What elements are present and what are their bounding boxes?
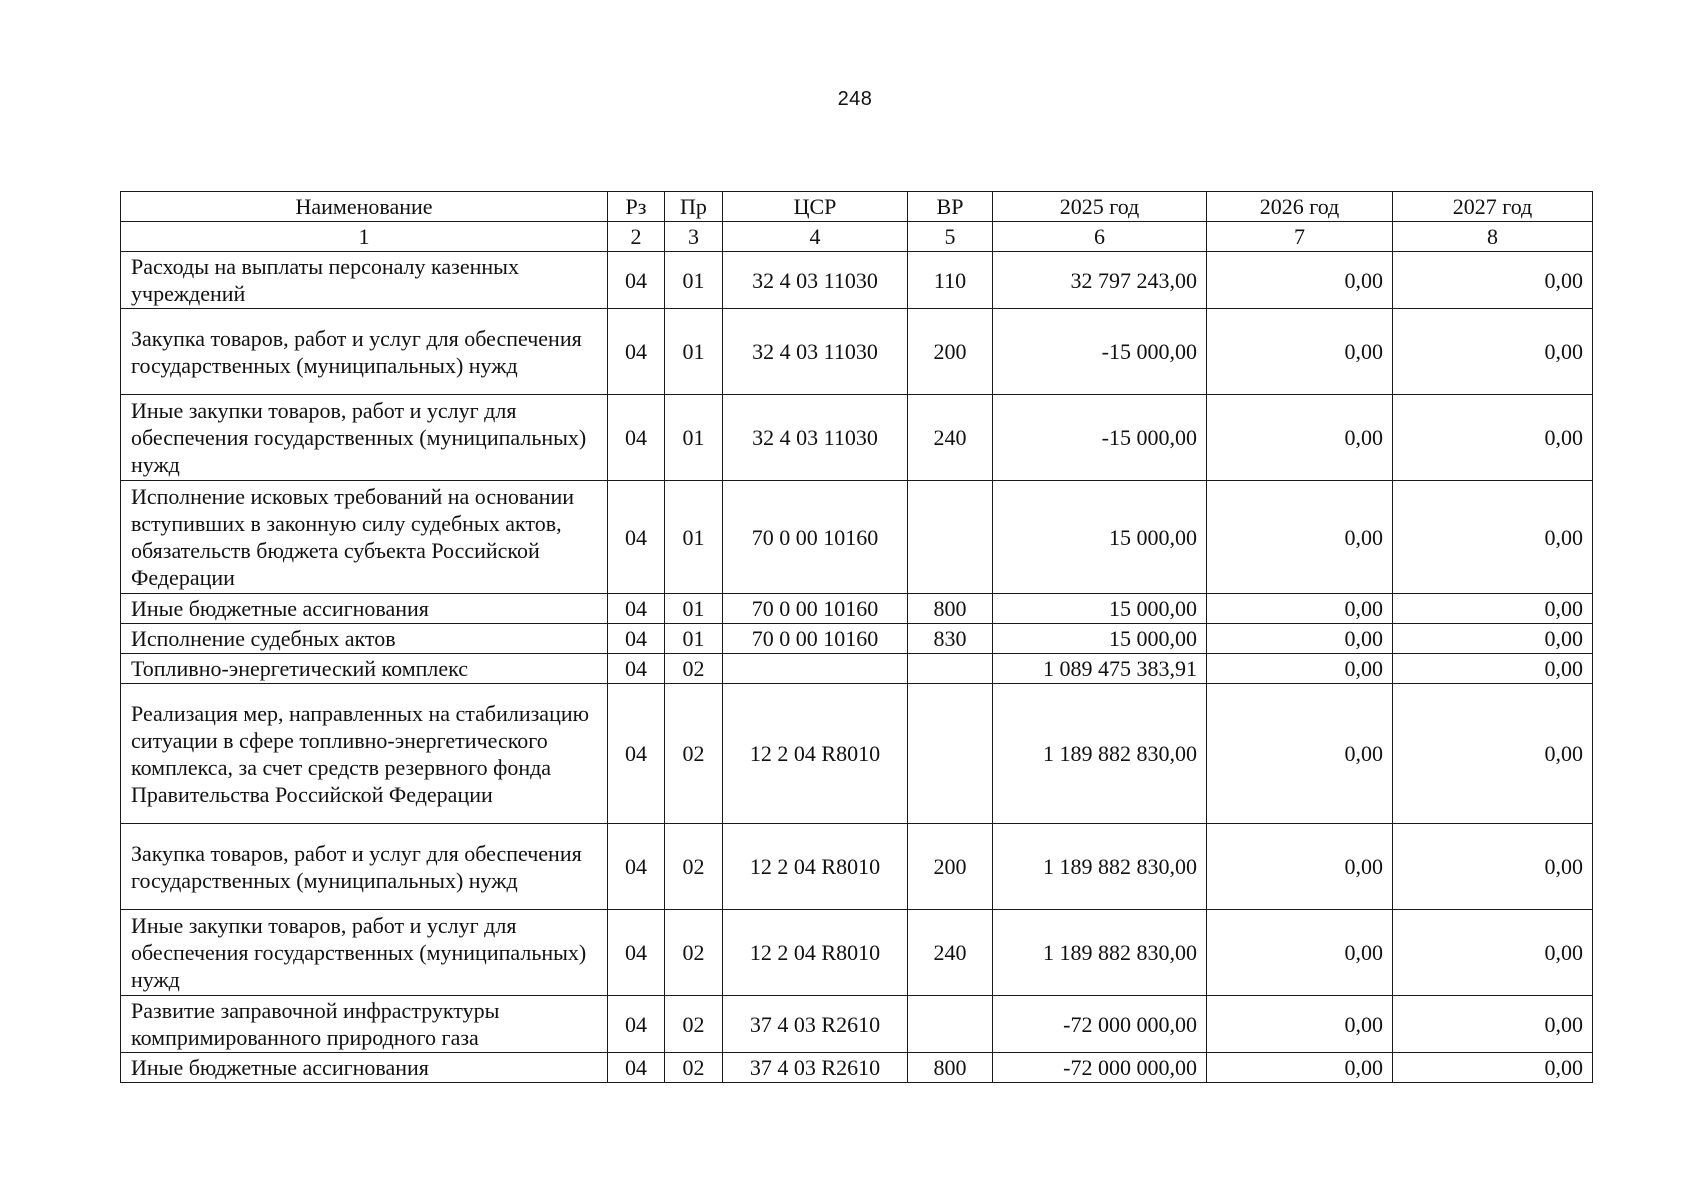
row-vr: 240 (908, 910, 993, 996)
column-number-row (121, 222, 1593, 252)
row-rz: 04 (608, 910, 665, 996)
row-amount-2025: 1 089 475 383,91 (993, 654, 1207, 684)
header-row (121, 192, 1593, 222)
row-rz: 04 (608, 684, 665, 824)
table-row (121, 481, 1593, 594)
row-vr (908, 481, 993, 594)
row-amount-2026: 0,00 (1207, 824, 1393, 910)
row-pr: 02 (665, 684, 723, 824)
row-name: Топливно-энергетический комплекс (121, 654, 608, 684)
row-pr: 02 (665, 1053, 723, 1083)
column-number: 2 (608, 222, 665, 252)
row-pr: 01 (665, 252, 723, 309)
row-amount-2026: 0,00 (1207, 910, 1393, 996)
row-amount-2026: 0,00 (1207, 996, 1393, 1053)
row-name: Исполнение исковых требований на основании вступивших в законную силу судебных актов, обязательств бюджета субъекта Российской Федерации (121, 481, 608, 594)
row-amount-2026: 0,00 (1207, 594, 1393, 624)
table-row (121, 684, 1593, 824)
row-amount-2025: 1 189 882 830,00 (993, 824, 1207, 910)
row-amount-2027: 0,00 (1393, 395, 1593, 481)
row-amount-2027: 0,00 (1393, 910, 1593, 996)
table-header (121, 192, 1593, 252)
row-amount-2025: 15 000,00 (993, 624, 1207, 654)
column-number: 5 (908, 222, 993, 252)
row-csr: 70 0 00 10160 (723, 594, 908, 624)
row-amount-2025: 15 000,00 (993, 594, 1207, 624)
column-number: 6 (993, 222, 1207, 252)
row-rz: 04 (608, 481, 665, 594)
table-row (121, 654, 1593, 684)
row-rz: 04 (608, 654, 665, 684)
row-amount-2025: 1 189 882 830,00 (993, 684, 1207, 824)
table-row (121, 594, 1593, 624)
row-vr: 110 (908, 252, 993, 309)
row-rz: 04 (608, 252, 665, 309)
header-2027: 2027 год (1393, 192, 1593, 222)
row-rz: 04 (608, 1053, 665, 1083)
header-2025: 2025 год (993, 192, 1207, 222)
row-amount-2027: 0,00 (1393, 1053, 1593, 1083)
row-rz: 04 (608, 309, 665, 395)
row-amount-2026: 0,00 (1207, 481, 1393, 594)
header-csr: ЦСР (723, 192, 908, 222)
table-row (121, 910, 1593, 996)
row-name: Иные бюджетные ассигнования (121, 594, 608, 624)
row-vr: 200 (908, 824, 993, 910)
row-pr: 01 (665, 594, 723, 624)
row-csr: 70 0 00 10160 (723, 624, 908, 654)
row-pr: 02 (665, 654, 723, 684)
row-amount-2025: 15 000,00 (993, 481, 1207, 594)
row-rz: 04 (608, 594, 665, 624)
row-pr: 01 (665, 309, 723, 395)
row-rz: 04 (608, 824, 665, 910)
row-pr: 02 (665, 824, 723, 910)
row-csr: 32 4 03 11030 (723, 252, 908, 309)
row-vr: 800 (908, 1053, 993, 1083)
row-amount-2027: 0,00 (1393, 481, 1593, 594)
row-rz: 04 (608, 996, 665, 1053)
row-name: Иные закупки товаров, работ и услуг для обеспечения государственных (муниципальных) нужд (121, 910, 608, 996)
row-name: Расходы на выплаты персоналу казенных учреждений (121, 252, 608, 309)
row-vr: 800 (908, 594, 993, 624)
table-row (121, 395, 1593, 481)
row-amount-2025: -15 000,00 (993, 395, 1207, 481)
row-csr: 12 2 04 R8010 (723, 910, 908, 996)
table-body (121, 252, 1593, 1083)
row-pr: 01 (665, 395, 723, 481)
row-pr: 01 (665, 624, 723, 654)
row-amount-2026: 0,00 (1207, 684, 1393, 824)
row-csr: 12 2 04 R8010 (723, 824, 908, 910)
row-pr: 02 (665, 910, 723, 996)
row-amount-2026: 0,00 (1207, 309, 1393, 395)
table-row (121, 624, 1593, 654)
row-name: Иные бюджетные ассигнования (121, 1053, 608, 1083)
row-amount-2027: 0,00 (1393, 824, 1593, 910)
row-pr: 02 (665, 996, 723, 1053)
row-name: Закупка товаров, работ и услуг для обеспечения государственных (муниципальных) нужд (121, 309, 608, 395)
row-vr (908, 684, 993, 824)
column-number: 4 (723, 222, 908, 252)
row-pr: 01 (665, 481, 723, 594)
row-amount-2025: 1 189 882 830,00 (993, 910, 1207, 996)
table-row (121, 309, 1593, 395)
header-name: Наименование (121, 192, 608, 222)
row-amount-2027: 0,00 (1393, 996, 1593, 1053)
row-amount-2026: 0,00 (1207, 252, 1393, 309)
header-pr: Пр (665, 192, 723, 222)
row-amount-2027: 0,00 (1393, 624, 1593, 654)
row-csr (723, 654, 908, 684)
table-row (121, 252, 1593, 309)
table-row (121, 996, 1593, 1053)
row-name: Развитие заправочной инфраструктуры компримированного природного газа (121, 996, 608, 1053)
column-number: 1 (121, 222, 608, 252)
row-amount-2027: 0,00 (1393, 594, 1593, 624)
column-number: 3 (665, 222, 723, 252)
row-vr (908, 996, 993, 1053)
row-vr: 830 (908, 624, 993, 654)
row-csr: 37 4 03 R2610 (723, 996, 908, 1053)
row-amount-2027: 0,00 (1393, 654, 1593, 684)
row-csr: 37 4 03 R2610 (723, 1053, 908, 1083)
row-name: Реализация мер, направленных на стабилизацию ситуации в сфере топливно-энергетического комплекса, за счет средств резервного фонда Правительства Российской Федерации (121, 684, 608, 824)
header-2026: 2026 год (1207, 192, 1393, 222)
column-number: 8 (1393, 222, 1593, 252)
row-amount-2026: 0,00 (1207, 1053, 1393, 1083)
page-number: 248 (837, 88, 873, 110)
row-vr: 240 (908, 395, 993, 481)
row-vr (908, 654, 993, 684)
row-amount-2025: -15 000,00 (993, 309, 1207, 395)
row-csr: 70 0 00 10160 (723, 481, 908, 594)
row-amount-2025: -72 000 000,00 (993, 1053, 1207, 1083)
header-rz: Рз (608, 192, 665, 222)
row-name: Иные закупки товаров, работ и услуг для обеспечения государственных (муниципальных) нужд (121, 395, 608, 481)
row-amount-2026: 0,00 (1207, 624, 1393, 654)
row-rz: 04 (608, 624, 665, 654)
row-csr: 32 4 03 11030 (723, 309, 908, 395)
row-csr: 32 4 03 11030 (723, 395, 908, 481)
budget-table (120, 191, 1593, 1083)
table-row (121, 824, 1593, 910)
row-amount-2025: 32 797 243,00 (993, 252, 1207, 309)
row-name: Исполнение судебных актов (121, 624, 608, 654)
column-number: 7 (1207, 222, 1393, 252)
table-row (121, 1053, 1593, 1083)
header-vr: ВР (908, 192, 993, 222)
row-amount-2027: 0,00 (1393, 252, 1593, 309)
row-csr: 12 2 04 R8010 (723, 684, 908, 824)
row-name: Закупка товаров, работ и услуг для обеспечения государственных (муниципальных) нужд (121, 824, 608, 910)
row-amount-2027: 0,00 (1393, 309, 1593, 395)
row-amount-2026: 0,00 (1207, 654, 1393, 684)
row-amount-2025: -72 000 000,00 (993, 996, 1207, 1053)
row-vr: 200 (908, 309, 993, 395)
row-rz: 04 (608, 395, 665, 481)
row-amount-2027: 0,00 (1393, 684, 1593, 824)
row-amount-2026: 0,00 (1207, 395, 1393, 481)
